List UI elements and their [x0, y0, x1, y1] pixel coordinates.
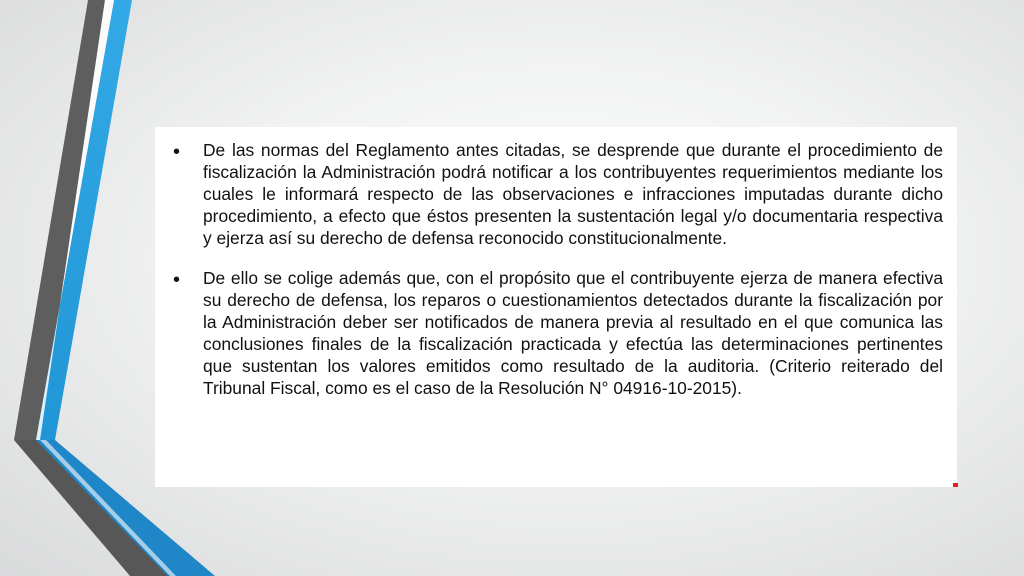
bullet-item-2 [169, 267, 943, 399]
corner-mark [953, 483, 958, 487]
bullet-icon: • [173, 269, 181, 291]
bullet-icon: • [173, 141, 181, 163]
gray-diagonal [14, 440, 170, 576]
content-panel [155, 127, 957, 487]
bullet-text: De ello se colige además que, con el propósito que el contribuyente ejerza de manera efectiva su derecho de defensa, los reparos o cuestionamientos detectados durante la fiscalización por la Administración deber ser notificados de manera previa al resultado en el que comunica las conclusiones finales de la fiscalización practicada y efectúa las determinaciones pertinentes que sustentan los valores emitidos como resultado de la auditoria. (Criterio reiterado del Tribunal Fiscal, como es el caso de la Resolución N° 04916-10-2015). [203, 268, 943, 398]
bullet-item-1 [169, 139, 943, 249]
bullet-text: De las normas del Reglamento antes citadas, se desprende que durante el procedimiento de fiscalización la Administración podrá notificar a los contribuyentes requerimientos mediante los cuales le informará respecto de las observaciones e infracciones imputadas durante dicho procedimiento, a efecto que éstos presenten la sustentación legal y/o documentaria respectiva y ejerza así su derecho de defensa reconocido constitucionalmente. [203, 140, 943, 248]
